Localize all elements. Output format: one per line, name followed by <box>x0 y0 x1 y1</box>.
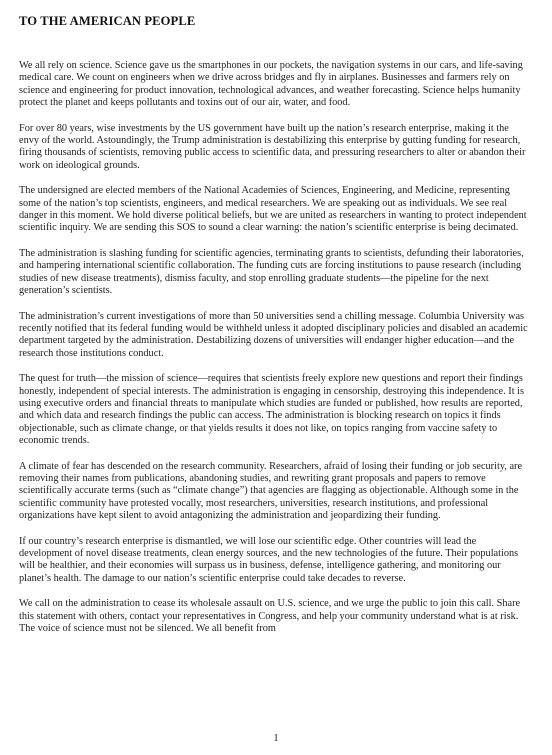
paragraph-7: A climate of fear has descended on the research community. Researchers, afraid of losing their funding or job security, are removing their names from publications, abandoning studies, and rewriting grant proposals and papers to remove scientifically accurate terms (such as “climate change”) that agencies are flagging as objectionable. Although some in the scientific community have protested vocally, most researchers, universities, research institutions, and professional organizations have kept silent to avoid antagonizing the administration and jeopardizing their funding. <box>19 460 523 522</box>
paragraph-5: The administration’s current investigations of more than 50 universities send a chilling message. Columbia University was recently notified that its federal funding would be withheld unless it adopted disciplinary policies and disabled an academic department targeted by the administration. Destabilizing dozens of universities will endanger higher education—and the research those institutions conduct. <box>19 310 528 359</box>
document-title: TO THE AMERICAN PEOPLE <box>19 14 196 28</box>
paragraph-6: The quest for truth—the mission of science—requires that scientists freely explore new questions and report their findings honestly, independent of special interests. The administration is engaging in censorship, destroying this independence. It is using executive orders and financial threats to manipulate which studies are funded or published, how results are reported, and which data and research findings the public can access. The administration is blocking research on topics it finds objectionable, such as climate change, or that yields results it does not like, on topics ranging from vaccine safety to economic trends. <box>19 373 525 447</box>
paragraph-1: We all rely on science. Science gave us the smartphones in our pockets, the navigation systems in our cars, and life-saving medical care. We count on engineers when we drive across bridges and fly in airplanes. Businesses and farmers rely on science and engineering for product innovation, technological advances, and weather forecasting. Science helps humanity protect the planet and keeps pollutants and toxins out of our air, water, and food. <box>19 60 523 109</box>
paragraph-3: The undersigned are elected members of the National Academies of Sciences, Engineering, and Medicine, representing some of the nation’s top scientists, engineers, and medical researchers. We are speaking out as individuals. We see real danger in this moment. We hold diverse political beliefs, but we are united as researchers in wanting to protect independent scientific inquiry. We are sending this SOS to sound a clear warning: the nation’s scientific enterprise is being decimated. <box>19 185 527 234</box>
paragraph-9: We call on the administration to cease its wholesale assault on U.S. science, and we urge the public to join this call. Share this statement with others, contact your representatives in Congress, and help your community understand what is at risk. The voice of science must not be silenced. We all benefit from <box>19 598 521 635</box>
document-body <box>19 60 530 648</box>
paragraph-8: If our country’s research enterprise is dismantled, we will lose our scientific edge. Other countries will lead the development of novel disease treatments, clean energy sources, and the new technologies of the future. Their populations will be healthier, and their economies will surpass us in business, defense, intelligence gathering, and monitoring our planet’s health. The damage to our nation’s scientific enterprise could take decades to reverse. <box>19 535 519 584</box>
paragraph-4: The administration is slashing funding for scientific agencies, terminating grants to scientists, defunding their laboratories, and hampering international scientific collaboration. The funding cuts are forcing institutions to pause research (including studies of new disease treatments), dismiss faculty, and stop enrolling graduate students—the pipeline for the next generation’s scientists. <box>19 247 524 297</box>
paragraph-2: For over 80 years, wise investments by the US government have built up the nation’s research enterprise, making it the envy of the world. Astoundingly, the Trump administration is destabilizing this enterprise by gutting funding for research, firing thousands of scientists, removing public access to scientific data, and pressuring researchers to alter or abandon their work on ideological grounds. <box>19 122 526 171</box>
page-number: 1 <box>273 733 279 744</box>
